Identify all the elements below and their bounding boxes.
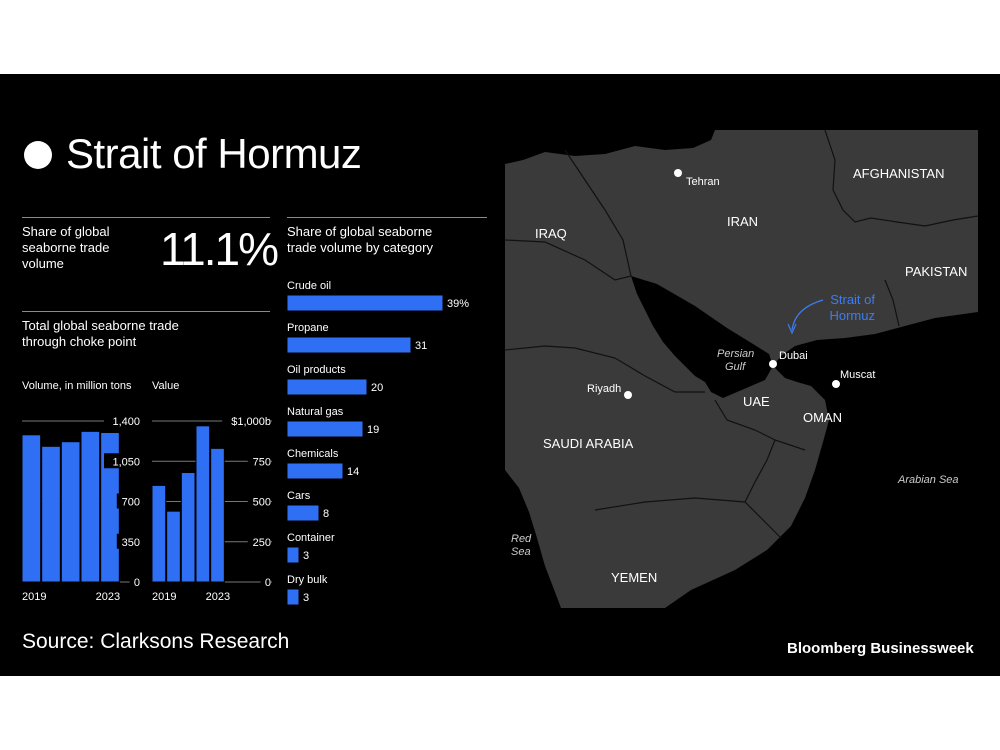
city-marker-icon	[624, 391, 632, 399]
city-label: Tehran	[686, 176, 720, 188]
bar	[181, 473, 195, 582]
y-tick-label: 350	[121, 536, 140, 549]
category-label: Oil products	[287, 364, 346, 376]
country-label: PAKISTAN	[905, 264, 968, 279]
chart-subtitle: Volume, in million tons	[22, 380, 132, 392]
bar	[42, 446, 61, 582]
category-bar	[287, 379, 367, 395]
country-label: YEMEN	[611, 570, 658, 585]
category-bar	[287, 589, 299, 605]
category-bar	[287, 505, 319, 521]
water-label: Red Sea	[511, 533, 532, 558]
y-tick-label: 0	[264, 577, 271, 589]
y-tick-label: 700	[121, 496, 140, 509]
water-label: Persian Gulf	[717, 348, 755, 373]
category-value-label: 3	[303, 550, 310, 562]
category-label: Natural gas	[287, 406, 344, 418]
category-label: Crude oil	[287, 280, 332, 292]
y-tick-label: $1,000b	[231, 416, 271, 428]
category-bar	[287, 547, 299, 563]
water-label: Arabian Sea	[898, 474, 959, 486]
category-bar	[287, 421, 363, 437]
category-bar	[287, 337, 411, 353]
country-label: IRAN	[727, 214, 759, 229]
x-tick-label: 2019	[22, 591, 47, 603]
x-tick-label: 2023	[205, 591, 231, 603]
y-tick-label: 1,400	[112, 416, 140, 428]
share-stat-value: 11.1%	[160, 223, 278, 275]
y-tick-label: 500	[252, 496, 271, 509]
x-tick-label: 2023	[95, 591, 121, 603]
country-label: SAUDI ARABIA	[543, 436, 634, 451]
category-value-label: 3	[303, 592, 310, 604]
category-label: Dry bulk	[287, 574, 328, 586]
category-label: Propane	[287, 322, 329, 334]
category-label: Chemicals	[287, 448, 339, 460]
category-value-label: 31	[415, 340, 428, 352]
country-label: AFGHANISTAN	[853, 166, 945, 181]
city-marker-icon	[832, 380, 840, 388]
region-map	[505, 130, 978, 608]
category-value-label: 20	[371, 382, 384, 394]
source-note: Source: Clarksons Research	[22, 630, 290, 653]
category-bar-chart	[287, 280, 469, 605]
city-label: Muscat	[840, 369, 876, 381]
brand-logo: Bloomberg Businessweek	[787, 640, 974, 657]
bar	[211, 448, 225, 582]
category-label: Cars	[287, 490, 311, 502]
bar	[196, 426, 210, 582]
column-chart-1	[152, 380, 272, 603]
chart-subtitle: Value	[152, 380, 180, 392]
page-title: Strait of Hormuz	[66, 130, 362, 177]
category-value-label: 39%	[447, 298, 470, 310]
bar	[152, 485, 166, 582]
bar	[81, 431, 100, 582]
category-chart-label: Share of global seaborne trade volume by category	[287, 224, 433, 255]
country-label: IRAQ	[535, 226, 567, 241]
category-bar	[287, 463, 343, 479]
city-label: Riyadh	[587, 383, 622, 395]
category-value-label: 8	[323, 508, 330, 520]
y-tick-label: 0	[133, 577, 140, 589]
bar	[167, 511, 181, 582]
category-bar	[287, 295, 443, 311]
city-marker-icon	[674, 169, 682, 177]
charts-layer	[0, 74, 500, 676]
country-label: OMAN	[803, 410, 842, 425]
y-tick-label: 1,050	[112, 456, 140, 469]
share-stat-label: Share of global seaborne trade volume	[22, 224, 110, 271]
y-tick-label: 250	[252, 536, 271, 549]
country-label: UAE	[743, 394, 770, 409]
total-trade-label: Total global seaborne trade through choke point	[22, 318, 179, 349]
y-tick-label: 750	[252, 456, 271, 469]
infographic-panel	[0, 74, 1000, 676]
column-chart-0	[22, 380, 140, 603]
city-label: Dubai	[779, 350, 808, 362]
strait-annotation: Strait of Hormuz	[829, 292, 875, 323]
bar	[22, 435, 41, 582]
category-label: Container	[287, 532, 335, 544]
city-marker-icon	[769, 360, 777, 368]
category-value-label: 14	[347, 466, 360, 478]
x-tick-label: 2019	[152, 591, 177, 603]
category-value-label: 19	[367, 424, 380, 436]
bar	[61, 442, 80, 582]
